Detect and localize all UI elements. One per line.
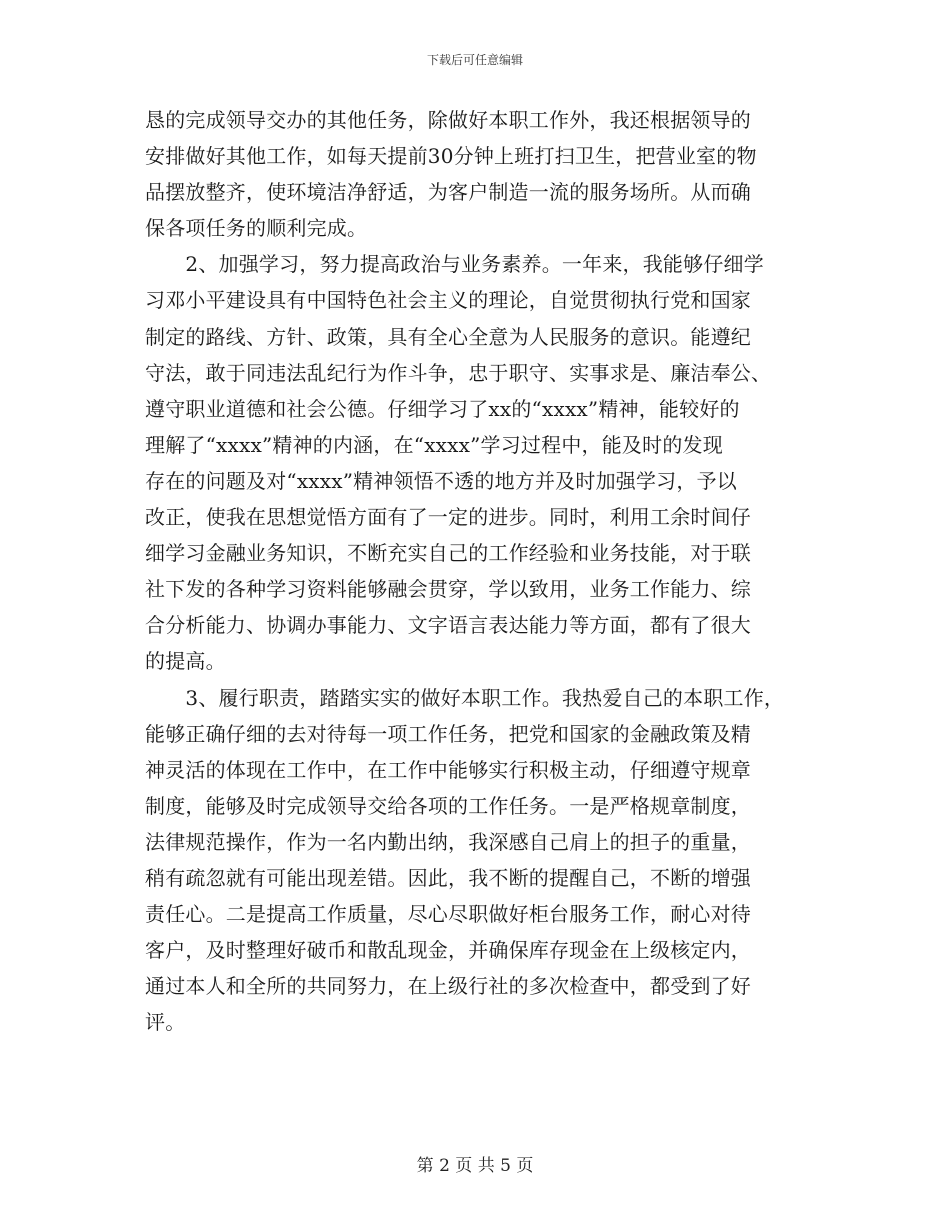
page-number: 第 2 页 共 5 页 bbox=[416, 1156, 534, 1176]
text-line: 客户，及时整理好破币和散乱现金，并确保库存现金在上级核定内， bbox=[145, 938, 751, 963]
text-line: 能够正确仔细的去对待每一项工作任务，把党和国家的金融政策及精 bbox=[145, 721, 751, 746]
text-line: 神灵活的体现在工作中，在工作中能够实行积极主动，仔细遵守规章 bbox=[145, 757, 751, 782]
text-line: 社下发的各种学习资料能够融会贯穿，学以致用，业务工作能力、综 bbox=[145, 577, 751, 602]
text-line: 合分析能力、协调办事能力、文字语言表达能力等方面，都有了很大 bbox=[145, 613, 751, 638]
text-line: 品摆放整齐，使环境洁净舒适，为客户制造一流的服务场所。从而确 bbox=[145, 180, 751, 205]
text-line: 的提高。 bbox=[145, 649, 226, 674]
text-line: 改正，使我在思想觉悟方面有了一定的进步。同时，利用工余时间仔 bbox=[145, 505, 751, 530]
text-line: 2、加强学习，努力提高政治与业务素养。一年来，我能够仔细学 bbox=[145, 252, 764, 277]
text-line: 安排做好其他工作，如每天提前30分钟上班打扫卫生，把营业室的物 bbox=[145, 144, 757, 169]
text-line: 法律规范操作，作为一名内勤出纳，我深感自己肩上的担子的重量， bbox=[145, 829, 751, 854]
text-line: 责任心。二是提高工作质量，尽心尽职做好柜台服务工作，耐心对待 bbox=[145, 902, 751, 927]
page-header-note: 下载后可任意编辑 bbox=[426, 53, 523, 67]
text-line: 习邓小平建设具有中国特色社会主义的理论，自觉贯彻执行党和国家 bbox=[145, 288, 751, 313]
text-line: 3、履行职责，踏踏实实的做好本职工作。我热爱自己的本职工作， bbox=[145, 685, 785, 710]
text-line: 通过本人和全所的共同努力，在上级行社的多次检查中，都受到了好 bbox=[145, 974, 751, 999]
text-line: 评。 bbox=[145, 1010, 186, 1035]
text-line: 遵守职业道德和社会公德。仔细学习了xx的“xxxx”精神，能较好的 bbox=[145, 396, 740, 421]
text-line: 制定的路线、方针、政策，具有全心全意为人民服务的意识。能遵纪 bbox=[145, 324, 751, 349]
text-line: 守法，敢于同违法乱纪行为作斗争，忠于职守、实事求是、廉洁奉公、 bbox=[145, 360, 772, 385]
text-line: 细学习金融业务知识，不断充实自己的工作经验和业务技能，对于联 bbox=[145, 541, 751, 566]
text-line: 稍有疏忽就有可能出现差错。因此，我不断的提醒自己，不断的增强 bbox=[145, 865, 751, 890]
text-line: 制度，能够及时完成领导交给各项的工作任务。一是严格规章制度， bbox=[145, 793, 751, 818]
text-line: 理解了“xxxx”精神的内涵，在“xxxx”学习过程中，能及时的发现 bbox=[145, 432, 723, 457]
text-line: 存在的问题及对“xxxx”精神领悟不透的地方并及时加强学习，予以 bbox=[145, 468, 737, 493]
text-line: 保各项任务的顺利完成。 bbox=[145, 216, 368, 241]
document-body bbox=[145, 102, 805, 1040]
text-line: 恳的完成领导交办的其他任务，除做好本职工作外，我还根据领导的 bbox=[145, 108, 751, 132]
